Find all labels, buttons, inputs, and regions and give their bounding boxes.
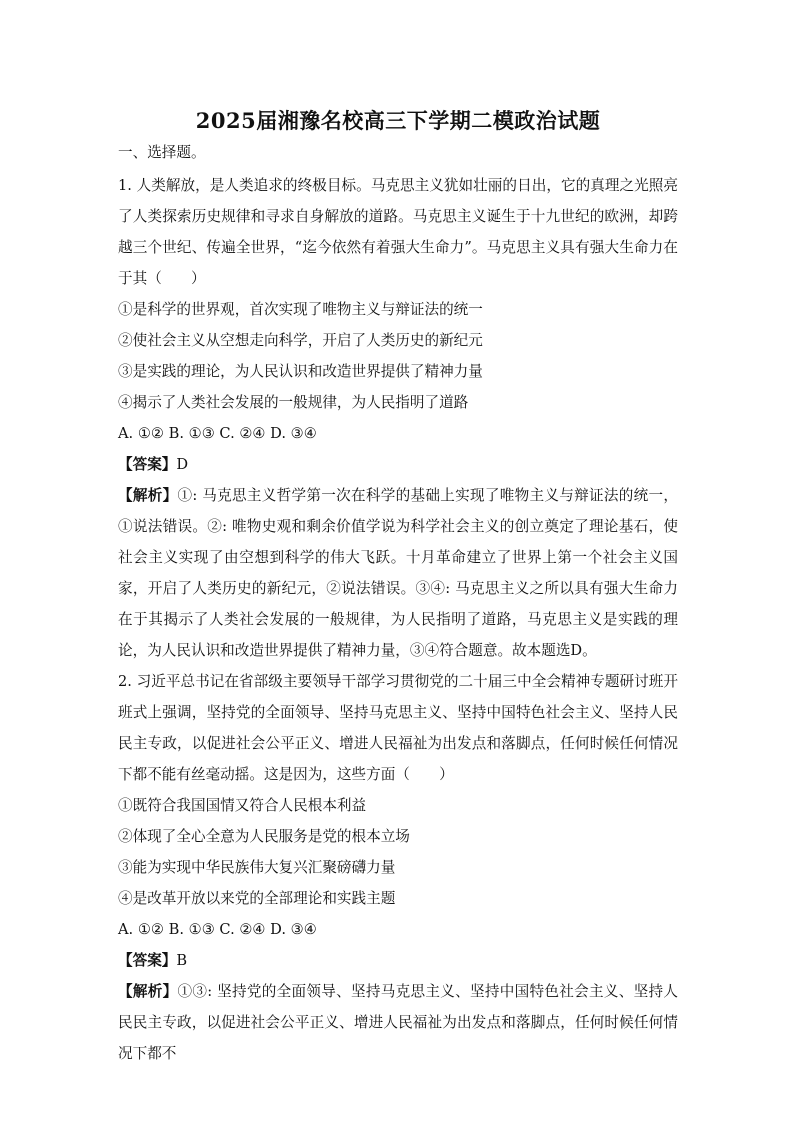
answer-options: A. ①② B. ①③ C. ②④ D. ③④ xyxy=(118,425,317,442)
answer-value: D xyxy=(176,456,189,473)
section-heading: 一、选择题。 xyxy=(118,144,206,161)
choice-statement: ②使社会主义从空想走向科学，开启了人类历史的新纪元 xyxy=(118,332,483,349)
analysis-tag: 【解析】 xyxy=(118,487,178,504)
analysis-text: ①: 马克思主义哲学第一次在科学的基础上实现了唯物主义与辩证法的统一，①说法错误。②: 唯物史观和剩余价值学说为科学社会主义的创立奠定了理论基石，使社会主义实现了由空想到科学的伟大飞跃。十月革命建立了世界上第一个社会主义国家，开启了人类历史的新纪元，②说法错误。③④: 马克思主义之所以具有强大生命力在于其揭示了人类社会发展的一般规律，为人民指明了道路，马克思主义是实践的理论，为人民认识和改造世界提供了精神力量，③④符合题意。故本题选D。 xyxy=(118,487,678,659)
answer-line xyxy=(118,945,678,976)
question-stem: 2. 习近平总书记在省部级主要领导干部学习贯彻党的二十届三中全会精神专题研讨班开班式上强调，坚持党的全面领导、坚持马克思主义、坚持中国特色社会主义、坚持人民民主专政，以促进社会公平正义、增进人民福祉为出发点和落脚点，任何时候任何情况下都不能有丝毫动摇。这是因为，这些方面（ ） xyxy=(118,673,678,783)
analysis-paragraph xyxy=(118,976,678,1069)
choice-statement: ①是科学的世界观，首次实现了唯物主义与辩证法的统一 xyxy=(118,301,483,318)
analysis-paragraph xyxy=(118,480,678,666)
choice-statement: ③能为实现中华民族伟大复兴汇聚磅礴力量 xyxy=(118,859,396,876)
question-stem: 1. 人类解放，是人类追求的终极目标。马克思主义犹如壮丽的日出，它的真理之光照亮了人类探索历史规律和寻求自身解放的道路。马克思主义诞生于十九世纪的欧洲，却跨越三个世纪、传遍全世界，“迄今依然有着强大生命力”。马克思主义具有强大生命力在于其（ ） xyxy=(118,177,678,287)
page-title: 2025届湘豫名校高三下学期二模政治试题 xyxy=(195,108,601,133)
answer-line xyxy=(118,449,678,480)
choice-statement: ③是实践的理论，为人民认识和改造世界提供了精神力量 xyxy=(118,363,483,380)
choice-statement: ④揭示了人类社会发展的一般规律，为人民指明了道路 xyxy=(118,394,469,411)
choice-statement: ②体现了全心全意为人民服务是党的根本立场 xyxy=(118,828,410,845)
analysis-text: ①③: 坚持党的全面领导、坚持马克思主义、坚持中国特色社会主义、坚持人民民主专政，以促进社会公平正义、增进人民福祉为出发点和落脚点，任何时候任何情况下都不 xyxy=(118,983,678,1062)
answer-options: A. ①② B. ①③ C. ②④ D. ③④ xyxy=(118,921,317,938)
question-1 xyxy=(118,170,678,666)
analysis-tag: 【解析】 xyxy=(118,983,178,1000)
question-2 xyxy=(118,666,678,1069)
choice-statement: ④是改革开放以来党的全部理论和实践主题 xyxy=(118,890,396,907)
choice-statement: ①既符合我国国情又符合人民根本利益 xyxy=(118,797,367,814)
answer-tag: 【答案】 xyxy=(118,456,177,473)
answer-value: B xyxy=(176,952,188,969)
answer-tag: 【答案】 xyxy=(118,952,177,969)
